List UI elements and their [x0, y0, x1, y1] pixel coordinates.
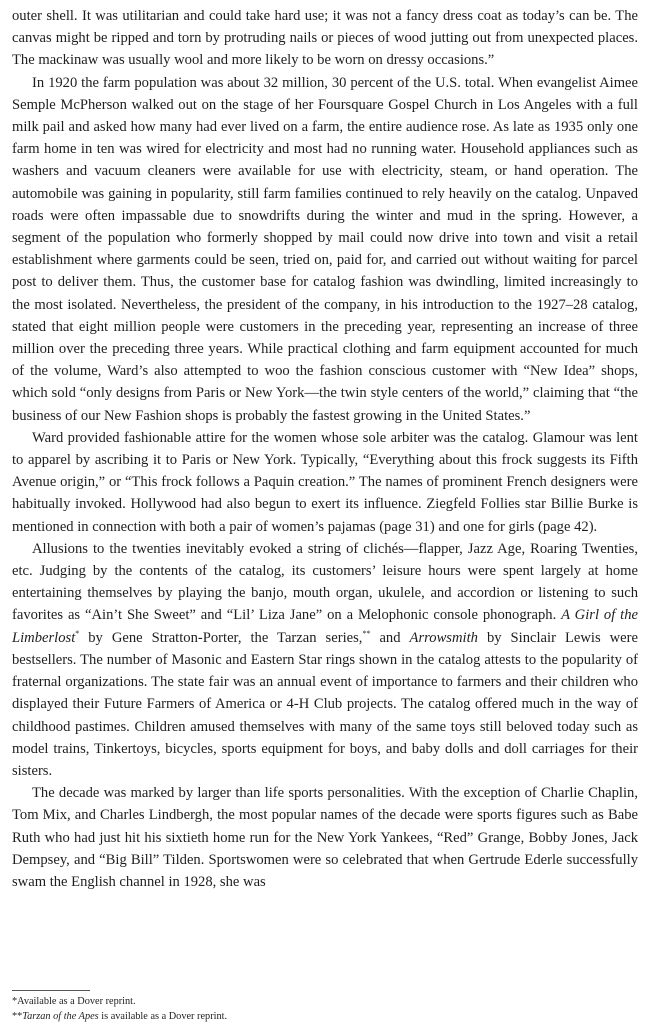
paragraph-fashion-attire: Ward provided fashionable attire for the women whose sole arbiter was the catalog. Glamour was lent to apparel by ascribing it to Paris or New York. Typically, “Everything about this frock suggests its Fifth Avenue origin,” or “This frock follows a Paquin creation.” The names of prominent French designers were habitually invoked. Hollywood had also begun to exert its influence. Ziegfeld Follies star Billie Burke is mentioned in connection with both a pair of women’s pajamas (page 31) and one for girls (page 42). — [12, 429, 638, 535]
footnote-marker: * — [75, 628, 80, 638]
paragraph-sports-personalities: The decade was marked by larger than life sports personalities. With the exception of Charlie Chaplin, Tom Mix, and Charles Lindbergh, the most popular names of the decade were sports figures such as Babe Ruth who had just hit his sixtieth home run for the New York Yankees, “Red” Grange, Bobby Jones, Jack Dempsey, and “Big Bill” Tilden. Sportswomen were so celebrated that when Gertrude Ederle successfully swam the English channel in 1928, she was — [12, 785, 638, 890]
footnote-mark: * — [12, 996, 18, 1007]
footnote-1 — [12, 994, 632, 1009]
footnote-mark: ** — [12, 1011, 23, 1022]
footnote-title: Tarzan of the Apes — [22, 1011, 99, 1022]
book-title: Arrowsmith — [409, 629, 478, 646]
footnote-2 — [12, 1009, 632, 1024]
footnotes — [12, 994, 632, 1024]
paragraph-twenties-pastimes — [12, 538, 638, 782]
text-run: and — [370, 629, 410, 646]
body-text — [12, 5, 638, 893]
footnote-marker: ** — [362, 628, 371, 638]
footnote-text: is available as a Dover reprint. — [98, 1011, 228, 1022]
text-run: by Sinclair Lewis were bestsellers. The number of Masonic and Eastern Star rings shown in the catalog attests to the popularity of fraternal organizations. The state fair was an annual event of importance to farmers and their children who displayed their Future Farmers of America or 4-H Club projects. The catalog offered much in the way of childhood pastimes. Children amused themselves with many of the same toys still beloved today such as model trains, Tinkertoys, bicycles, sports equipment for boys, and baby dolls and doll carriages for their sisters. — [12, 629, 638, 779]
text-run: by Gene Stratton-Porter, the Tarzan series, — [79, 629, 363, 646]
book-title: A Girl of the Limberlost — [12, 607, 638, 646]
footnote-text: Available as a Dover reprint. — [17, 996, 136, 1007]
text-run: Allusions to the twenties inevitably evoked a string of clichés—flapper, Jazz Age, Roaring Twenties, etc. Judging by the contents of the catalog, its customers’ leisure hours were spent largely at home entertaining themselves by playing the banjo, mouth organ, ukulele, and accordion or listening to such favorites as “Ain’t She Sweet” and “Lil’ Liza Jane” on a Melophonic console phonograph. — [12, 540, 638, 624]
paragraph-farm-population: In 1920 the farm population was about 32 million, 30 percent of the U.S. total. When evangelist Aimee Semple McPherson walked out on the stage of her Foursquare Gospel Church in Los Angeles with a full milk pail and asked how many had ever lived on a farm, the entire audience rose. As late as 1935 only one farm home in ten was wired for electricity and most had no running water. Household appliances such as washers and vacuum cleaners were available for use with electricity, steam, or hand operation. The automobile was gaining in popularity, still farm families continued to rely heavily on the catalog. Unpaved roads were often impassable due to snowdrifts during the winter and mud in the spring. However, a segment of the population who formerly shopped by mail could now drive into town and visit a retail establishment where garments could be seen, tried on, paid for, and carried out without waiting for parcel post to deliver them. Thus, the customer base for catalog fashion was dwindling, limited increasingly to the most isolated. Nevertheless, the president of the company, in his introduction to the 1927–28 catalog, stated that eight million people were customers in the preceding year, representing an increase of three million over the preceding three years. While practical clothing and farm equipment accounted for much of the volume, Ward’s also attempted to woo the fashion conscious customer with “New Idea” shops, which sold “only designs from Paris or New York—the twin style centers of the world,” claiming that “the business of our New Fashion shops is probably the fastest growing in the United States.” — [12, 74, 638, 424]
paragraph-continued: outer shell. It was utilitarian and could take hard use; it was not a fancy dress coat as today’s can be. The canvas might be ripped and torn by protruding nails or pieces of wood jutting out from unexpected places. The mackinaw was usually wool and more likely to be worn on dressy occasions.” — [12, 8, 638, 69]
footnote-divider — [12, 990, 90, 991]
